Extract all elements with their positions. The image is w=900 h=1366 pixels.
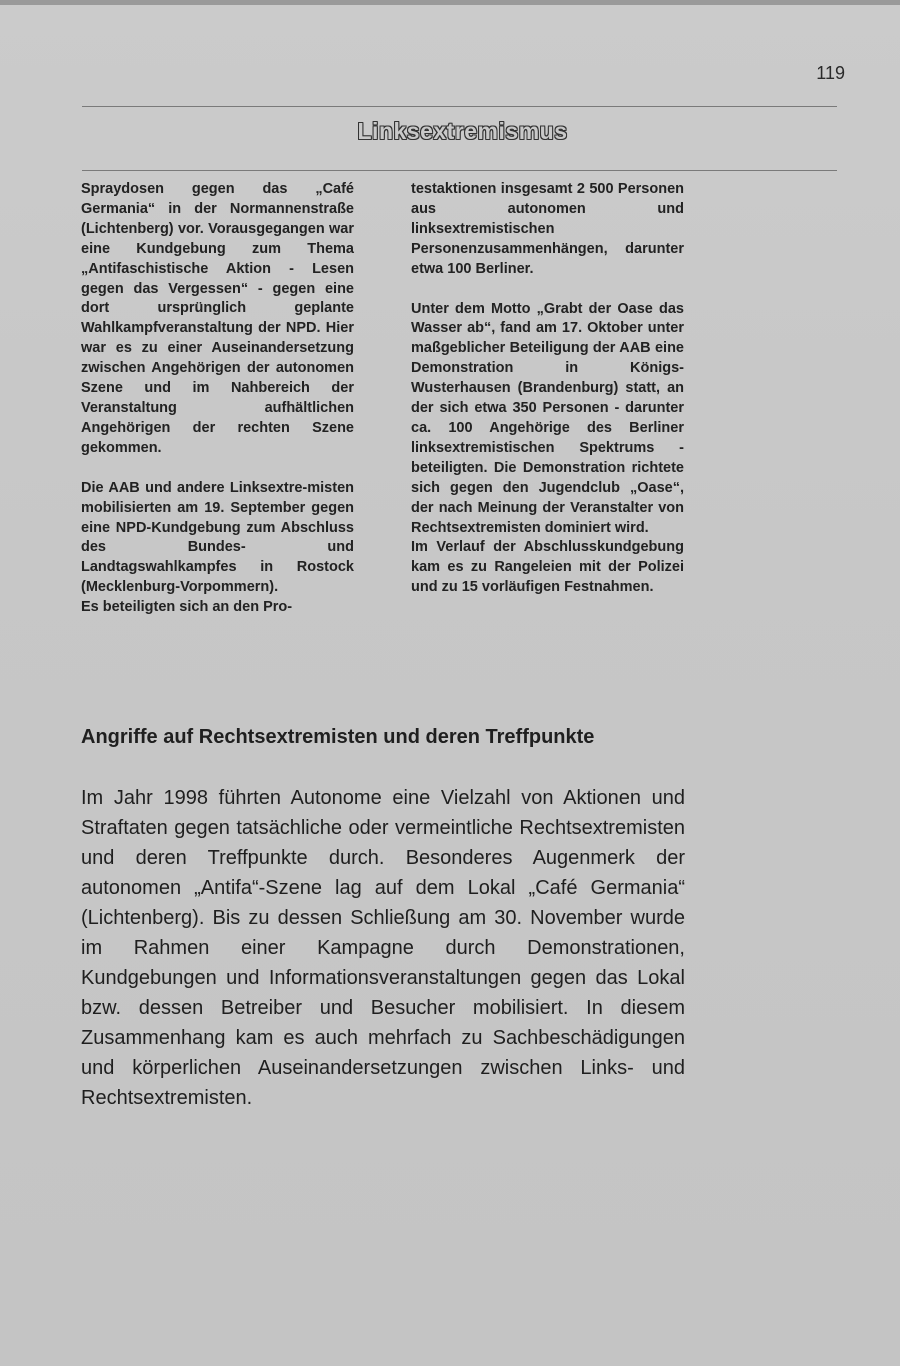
header-rule-top bbox=[82, 106, 837, 107]
text-column-left bbox=[81, 180, 354, 618]
right-paragraph-3: Im Verlauf der Abschlusskundgebung kam es zu Rangeleien mit der Polizei und zu 15 vorläufigen Festnahmen. bbox=[411, 539, 684, 596]
section-title: Linksextremismus bbox=[357, 118, 568, 144]
subsection-heading: Angriffe auf Rechtsextremisten und deren Treffpunkte bbox=[81, 726, 595, 748]
right-paragraph-1: testaktionen insgesamt 2 500 Personen aus autonomen und linksextremistischen Personenzusammenhängen, darunter etwa 100 Berliner. bbox=[411, 181, 684, 277]
text-column-right bbox=[411, 180, 684, 598]
left-paragraph-1: Spraydosen gegen das „Café Germania“ in der Normannenstraße (Lichtenberg) vor. Vorausgegangen war eine Kundgebung zum Thema „Antifaschistische Aktion - Lesen gegen das Vergessen“ - gegen eine dort ursprünglich geplante Wahlkampfveranstaltung der NPD. Hier war es zu einer Auseinandersetzung zwischen Angehörigen der autonomen Szene und im Nahbereich der Veranstaltung aufhältlichen Angehörigen der rechten Szene gekommen. bbox=[81, 181, 354, 456]
subsection-body: Im Jahr 1998 führten Autonome eine Vielzahl von Aktionen und Straftaten gegen tatsächliche oder vermeintliche Rechtsextremisten und deren Treffpunkte durch. Besonderes Augenmerk der autonomen „Antifa“-Szene lag auf dem Lokal „Café Germania“ (Lichtenberg). Bis zu dessen Schließung am 30. November wurde im Rahmen einer Kampagne durch Demonstrationen, Kundgebungen und Informationsveranstaltungen gegen das Lokal bzw. dessen Betreiber und Besucher mobilisiert. In diesem Zusammenhang kam es auch mehrfach zu Sachbeschädigungen und körperlichen Auseinandersetzungen zwischen Links- und Rechtsextremisten. bbox=[81, 787, 685, 1109]
right-paragraph-2: Unter dem Motto „Grabt der Oase das Wasser ab“, fand am 17. Oktober unter maßgeblicher Beteiligung der AAB eine Demonstration in Königs-Wusterhausen (Brandenburg) statt, an der sich etwa 350 Personen - darunter ca. 100 Angehörige des Berliner linksextremistischen Spektrums - beteiligten. Die Demonstration richtete sich gegen den Jugendclub „Oase“, der nach Meinung der Veranstalter von Rechtsextremisten dominiert wird. bbox=[411, 300, 684, 536]
left-paragraph-2: Die AAB und andere Linksextre-misten mobilisierten am 19. September gegen eine NPD-Kundgebung zum Abschluss des Bundes- und Landtagswahlkampfes in Rostock (Mecklenburg-Vorpommern). bbox=[81, 479, 354, 596]
page-number: 119 bbox=[816, 63, 845, 83]
page-top-edge bbox=[0, 0, 900, 5]
header-rule-bottom bbox=[82, 170, 837, 171]
left-paragraph-3: Es beteiligten sich an den Pro- bbox=[81, 599, 293, 616]
